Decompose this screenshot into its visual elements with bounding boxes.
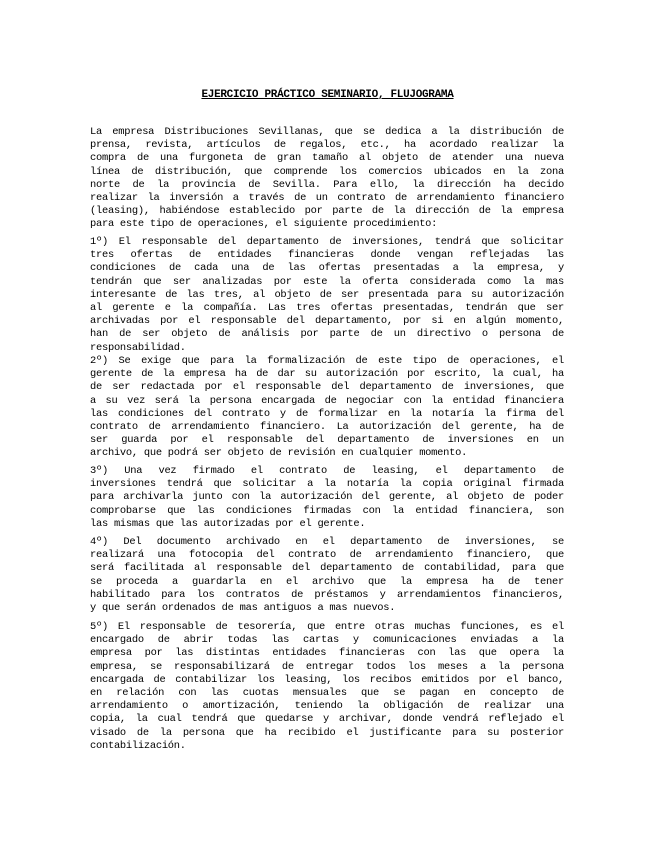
paragraph-step-5 bbox=[90, 621, 564, 753]
paragraph-line: (leasing), habiéndose establecido por parte de la dirección de la empresa bbox=[90, 205, 564, 218]
paragraph-line: para archivarla junto con la autorización del gerente, al objeto de poder bbox=[90, 491, 564, 504]
paragraph-line: de ser redactada por el responsable del departamento de inversiones, que bbox=[90, 381, 564, 394]
paragraph-line: para este tipo de operaciones, el siguiente procedimiento: bbox=[90, 218, 438, 231]
paragraph-step-3 bbox=[90, 465, 564, 531]
paragraph-line: habilitado para los contratos de préstamos y arrendamientos financieros, bbox=[90, 588, 564, 601]
paragraph-step-4 bbox=[90, 536, 564, 615]
paragraph-line: archivo, que podrá ser objeto de revisión en cualquier momento. bbox=[90, 447, 468, 460]
document-title-text: EJERCICIO PRÁCTICO SEMINARIO, FLUJOGRAMA bbox=[201, 89, 454, 101]
paragraph-line: archivadas por el responsable del departamento, por si en algún momento, bbox=[90, 315, 564, 328]
paragraph-line: interesante de las tres, al objeto de ser presentada para su autorización bbox=[90, 288, 564, 301]
paragraph-line: será facilitada al responsable del departamento de contabilidad, para que bbox=[90, 562, 564, 575]
paragraph-line: tres ofertas de entidades financieras donde vengan reflejadas las bbox=[90, 249, 564, 262]
paragraph-line: tendrán que ser analizadas por este la oferta considerada como la mas bbox=[90, 275, 564, 288]
paragraph-line: arrendamiento o amortización, teniendo la obligación de realizar una bbox=[90, 700, 564, 713]
paragraph-line: al gerente e la compañía. Las tres ofertas presentadas, tendrán que ser bbox=[90, 301, 564, 314]
paragraph-line: encargada de contabilizar los leasing, los recibos emitidos por el banco, bbox=[90, 673, 564, 686]
paragraph-line: prensa, revista, artículos de regalos, etc., ha acordado realizar la bbox=[90, 139, 564, 152]
paragraph-line: las condiciones del contrato y de formalizar en la notaría la firma del bbox=[90, 407, 564, 420]
paragraph-line: encargado de abrir todas las cartas y comunicaciones enviadas a la bbox=[90, 634, 564, 647]
document-title bbox=[0, 89, 655, 102]
paragraph-line: contabilización. bbox=[90, 739, 186, 752]
paragraph-line: empresa, se responsabilizará de entregar todos los meses a la persona bbox=[90, 660, 564, 673]
paragraph-line: copia, la cual tendrá que quedarse y archivar, donde vendrá reflejado el bbox=[90, 713, 564, 726]
paragraph-step-2 bbox=[90, 355, 564, 461]
paragraph-line: 2º) Se exige que para la formalización de este tipo de operaciones, el bbox=[90, 355, 564, 367]
paragraph-line: se proceda a guardarla en el archivo que la empresa ha de tener bbox=[90, 575, 564, 588]
paragraph-line: empresa por las distintas entidades financieras con las que opera la bbox=[90, 647, 564, 660]
paragraph-line: realizará una fotocopia del contrato de arrendamiento financiero, que bbox=[90, 549, 564, 562]
paragraph-line: a su vez será la persona encargada de negociar con la entidad financiera bbox=[90, 394, 564, 407]
paragraph-line: ser guarda por el responsable del departamento de inversiones en un bbox=[90, 434, 564, 447]
paragraph-line: inversiones tendrá que solicitar a la notaría la copia original firmada bbox=[90, 478, 564, 491]
paragraph-intro bbox=[90, 126, 564, 232]
paragraph-line: compra de una furgoneta de gran tamaño al objeto de atender una nueva bbox=[90, 152, 564, 165]
paragraph-line: responsabilidad. bbox=[90, 341, 186, 354]
paragraph-line: realizar la inversión a través de un contrato de arrendamiento financiero bbox=[90, 191, 564, 204]
paragraph-line: línea de distribución, que comprende los comercios ubicados en la zona bbox=[90, 165, 564, 178]
paragraph-line: han de ser objeto de análisis por parte de un directivo o persona de bbox=[90, 328, 564, 341]
paragraph-line: norte de la provincia de Sevilla. Para ello, la dirección ha decido bbox=[90, 178, 564, 191]
paragraph-line: 3º) Una vez firmado el contrato de leasing, el departamento de bbox=[90, 465, 564, 477]
paragraph-line: contrato de arrendamiento financiero. La autorización del gerente, ha de bbox=[90, 420, 564, 433]
paragraph-line: La empresa Distribuciones Sevillanas, que se dedica a la distribución de bbox=[90, 126, 564, 138]
paragraph-line: visado de la persona que ha recibido el justificante para su posterior bbox=[90, 726, 564, 739]
paragraph-line: condiciones de cada una de las ofertas presentadas a la empresa, y bbox=[90, 262, 564, 275]
paragraph-line: en relación con las cuotas mensuales que se pagan en concepto de bbox=[90, 686, 564, 699]
paragraph-line: comprobarse que las condiciones firmadas con la entidad financiera, son bbox=[90, 504, 564, 517]
paragraph-line: 1º) El responsable del departamento de inversiones, tendrá que solicitar bbox=[90, 236, 564, 248]
paragraph-line: gerente de la empresa ha de dar su autorización por escrito, la cual, ha bbox=[90, 368, 564, 381]
paragraph-line: 4º) Del documento archivado en el departamento de inversiones, se bbox=[90, 536, 564, 548]
paragraph-line: las mismas que las autorizadas por el gerente. bbox=[90, 517, 366, 530]
paragraph-line: y que serán ordenados de mas antiguos a mas nuevos. bbox=[90, 601, 396, 614]
paragraph-line: 5º) El responsable de tesorería, que entre otras muchas funciones, es el bbox=[90, 621, 564, 633]
paragraph-step-1 bbox=[90, 236, 564, 355]
